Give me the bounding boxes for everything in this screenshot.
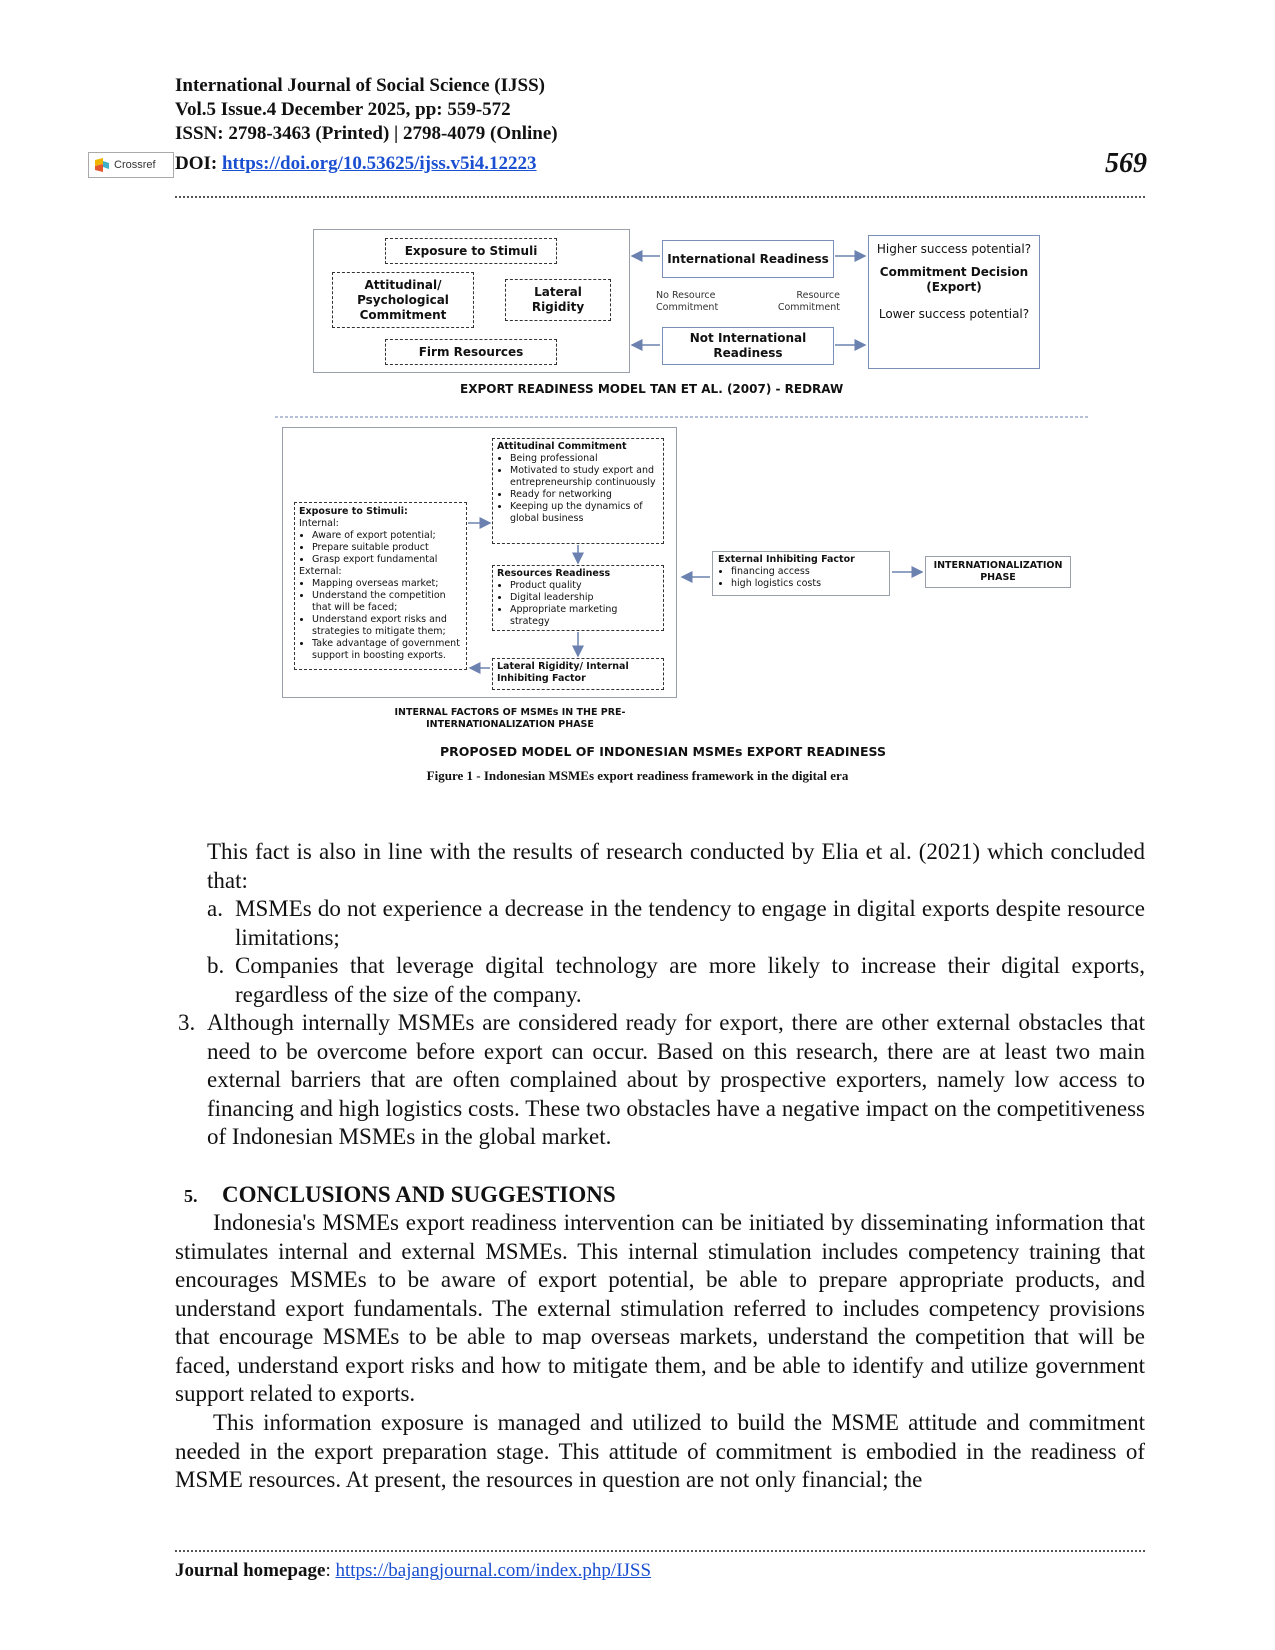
internal-factors-caption: INTERNAL FACTORS OF MSMEs IN THE PRE-INTERNATIONALIZATION PHASE	[394, 707, 626, 730]
colon: :	[325, 1560, 331, 1581]
figure	[0, 0, 1275, 780]
exposure-stimuli-list-box	[294, 502, 467, 670]
list-item: • Ready for networking	[510, 489, 659, 501]
resources-readiness-list-box	[492, 565, 664, 631]
conclusion-paragraph-2: This information exposure is managed and utilized to build the MSME attitude and commitment needed in the export preparation stage. This attitude of commitment is embodied in the readiness of MSME resources. At present, the resources in question are not only financial; the	[175, 1410, 1145, 1492]
volume-info: Vol.5 Issue.4 December 2025, pp: 559-572	[175, 99, 511, 120]
internationalization-phase-box: INTERNATIONALIZATION PHASE	[925, 556, 1071, 588]
list-item: • Keeping up the dynamics of global business	[510, 501, 659, 525]
list-item: • Mapping overseas market;	[312, 578, 462, 590]
resources-readiness-title: Resources Readiness	[497, 568, 611, 579]
commitment-decision-container	[868, 235, 1040, 369]
lower-success-label: Lower success potential?	[878, 307, 1030, 321]
footer	[175, 1560, 651, 1582]
external-inhibiting-title: External Inhibiting Factor	[718, 554, 855, 565]
list-text: MSMEs do not experience a decrease in the tendency to engage in digital exports despite resource limitations;	[235, 896, 1145, 950]
external-label: External:	[299, 566, 342, 577]
attitudinal-commitment-list-box	[492, 438, 664, 544]
tan-model-caption: EXPORT READINESS MODEL TAN ET AL. (2007) - REDRAW	[460, 382, 844, 396]
journal-title: International Journal of Social Science (IJSS)	[175, 75, 545, 96]
external-inhibiting-box	[712, 551, 890, 596]
list-item: • Product quality	[510, 580, 659, 592]
intro-paragraph: This fact is also in line with the results of research conducted by Elia et al. (2021) which concluded that:	[207, 839, 1145, 893]
list-item: • Understand the competition that will be faced;	[312, 590, 462, 614]
issn-info: ISSN: 2798-3463 (Printed) | 2798-4079 (Online)	[175, 123, 558, 144]
proposed-model-caption: PROPOSED MODEL OF INDONESIAN MSMEs EXPORT READINESS	[440, 744, 886, 759]
exposure-stimuli-title: Exposure to Stimuli:	[299, 506, 408, 517]
attitudinal-commitment-box: Attitudinal/ Psychological Commitment	[332, 272, 474, 328]
international-readiness-box: International Readiness	[662, 240, 834, 278]
section-heading	[184, 1181, 616, 1210]
no-resource-commitment-label: No Resource Commitment	[656, 290, 719, 313]
lateral-rigidity-list-box: Lateral Rigidity/ Internal Inhibiting Factor	[492, 658, 664, 690]
doi-link[interactable]: https://doi.org/10.53625/ijss.v5i4.12223	[221, 153, 537, 174]
list-marker: a.	[207, 896, 223, 921]
list-text: Although internally MSMEs are considered ready for export, there are other external obstacles that need to be overcome before export can occur. Based on this research, there are at least two main external barriers that are often complained about by prospective exporters, namely low access to financing and high logistics costs. These two obstacles have a negative impact on the competitiveness of Indonesian MSMEs in the global market.	[207, 1010, 1145, 1149]
section-number: 5.	[184, 1186, 198, 1206]
homepage-link[interactable]: https://bajangjournal.com/index.php/IJSS	[335, 1560, 652, 1581]
conclusion-paragraph-1: Indonesia's MSMEs export readiness intervention can be initiated by disseminating information that stimulates internal and external MSMEs. This internal stimulation includes competency training that encourages MSMEs to be aware of export potential, be able to prepare appropriate products, and understand export fundamentals. The external stimulation referred to includes competency provisions that encourage MSMEs to be able to map overseas markets, understand the competition that will be faced, understand export risks and how to mitigate them, and be able to identify and utilize government support related to exports.	[175, 1210, 1145, 1406]
doi-label: DOI:	[175, 153, 218, 174]
homepage-label: Journal homepage	[175, 1560, 326, 1581]
list-item: • Digital leadership	[510, 592, 659, 604]
list-item: • Aware of export potential;	[312, 530, 462, 542]
list-item: • financing access	[731, 566, 884, 578]
list-marker: 3.	[178, 1010, 196, 1035]
list-item: • Being professional	[510, 453, 659, 465]
section-title: CONCLUSIONS AND SUGGESTIONS	[222, 1182, 616, 1207]
not-international-readiness-box: Not International Readiness	[662, 327, 834, 365]
list-text: Companies that leverage digital technology are more likely to increase their digital exports, regardless of the size of the company.	[235, 953, 1145, 1007]
internal-label: Internal:	[299, 518, 339, 529]
list-item: • Motivated to study export and entrepreneurship continuously	[510, 465, 659, 489]
higher-success-label: Higher success potential?	[876, 242, 1032, 256]
list-item: • Appropriate marketing strategy	[510, 604, 659, 628]
list-item: • high logistics costs	[731, 578, 884, 590]
attitudinal-commitment-title: Attitudinal Commitment	[497, 441, 627, 452]
footer-divider	[175, 1550, 1145, 1552]
list-item: • Take advantage of government support in boosting exports.	[312, 638, 462, 662]
list-item: • Prepare suitable product	[312, 542, 462, 554]
list-item-3	[178, 1009, 1145, 1152]
page-number: 569	[1105, 148, 1147, 179]
crossref-label: Crossref	[114, 159, 156, 171]
list-item-a	[207, 895, 1145, 952]
list-item: • Grasp export fundamental	[312, 554, 462, 566]
commitment-decision-label: Commitment Decision (Export)	[879, 265, 1029, 294]
firm-resources-box: Firm Resources	[385, 339, 557, 365]
exposure-to-stimuli-box: Exposure to Stimuli	[385, 238, 557, 264]
list-item-b	[207, 952, 1145, 1009]
list-marker: b.	[207, 953, 225, 978]
resource-commitment-label: Resource Commitment	[777, 290, 840, 313]
figure-caption: Figure 1 - Indonesian MSMEs export readiness framework in the digital era	[426, 768, 849, 783]
lateral-rigidity-box: Lateral Rigidity	[505, 279, 611, 321]
list-item: • Understand export risks and strategies to mitigate them;	[312, 614, 462, 638]
